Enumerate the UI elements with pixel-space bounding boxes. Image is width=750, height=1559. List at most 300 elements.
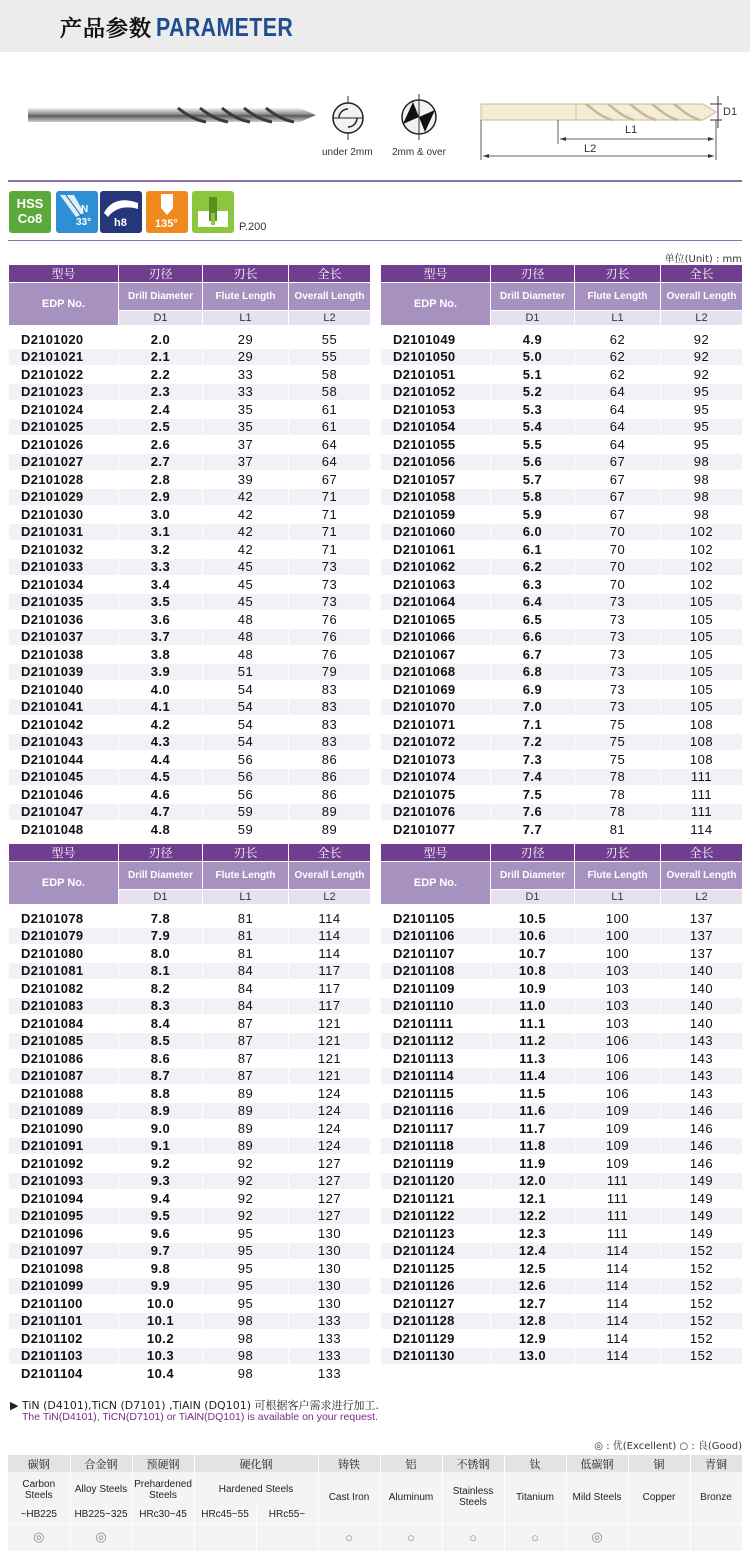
- diameter-cell: 11.3: [491, 1050, 575, 1068]
- header-flute-en: Flute Length: [575, 862, 661, 890]
- table-row: [381, 1050, 743, 1068]
- flute-length-cell: 78: [575, 768, 661, 786]
- table-row: [9, 1067, 371, 1085]
- edp-cell: D2101109: [381, 980, 491, 998]
- table-row: [381, 1347, 743, 1365]
- table-row: [9, 1120, 371, 1138]
- table-row: [381, 663, 743, 681]
- table-row: [9, 1365, 371, 1383]
- table-row: [9, 506, 371, 524]
- overall-length-cell: 111: [661, 786, 743, 804]
- table-row: [9, 331, 371, 349]
- edp-cell: D2101060: [381, 523, 491, 541]
- table-row: [381, 593, 743, 611]
- diameter-cell: 11.2: [491, 1032, 575, 1050]
- flute-length-cell: 89: [203, 1137, 289, 1155]
- suitability-mark: ○: [504, 1523, 566, 1551]
- flute-length-cell: 67: [575, 488, 661, 506]
- hss-label: HSS: [16, 196, 44, 211]
- edp-cell: D2101030: [9, 506, 119, 524]
- flute-length-cell: 114: [575, 1312, 661, 1330]
- table-row: [9, 1172, 371, 1190]
- helix-angle-label: 33°: [76, 217, 92, 228]
- flute-length-cell: 70: [575, 541, 661, 559]
- diameter-cell: 12.6: [491, 1277, 575, 1295]
- overall-length-cell: 98: [661, 471, 743, 489]
- edp-cell: D2101068: [381, 663, 491, 681]
- overall-length-cell: 146: [661, 1155, 743, 1173]
- edp-cell: D2101028: [9, 471, 119, 489]
- diameter-cell: 9.8: [119, 1260, 203, 1278]
- table-row: [381, 821, 743, 839]
- flute-length-cell: 100: [575, 910, 661, 928]
- flute-length-cell: 62: [575, 348, 661, 366]
- table-row: [9, 1347, 371, 1365]
- table-row: [381, 803, 743, 821]
- flute-length-cell: 37: [203, 436, 289, 454]
- header-flute-sym: L1: [203, 890, 289, 905]
- material-cn: 青铜: [690, 1455, 742, 1472]
- hardness-range: HRc45~55: [194, 1507, 256, 1523]
- table-row: [9, 1225, 371, 1243]
- material-en: Bronze: [690, 1472, 742, 1523]
- table-row: [9, 1277, 371, 1295]
- table-row: [381, 768, 743, 786]
- overall-length-cell: 58: [289, 383, 371, 401]
- material-en: Aluminum: [380, 1472, 442, 1523]
- diameter-cell: 12.9: [491, 1330, 575, 1348]
- diameter-cell: 2.9: [119, 488, 203, 506]
- edp-cell: D2101029: [9, 488, 119, 506]
- flute-length-cell: 54: [203, 698, 289, 716]
- header-overall-en: Overall Length: [289, 283, 371, 311]
- flute-length-cell: 109: [575, 1137, 661, 1155]
- table-row: [381, 541, 743, 559]
- flute-length-cell: 103: [575, 980, 661, 998]
- suitability-mark: ○: [318, 1523, 380, 1551]
- table-row: [9, 436, 371, 454]
- overall-length-cell: 117: [289, 962, 371, 980]
- diameter-cell: 10.7: [491, 945, 575, 963]
- flute-length-cell: 87: [203, 1050, 289, 1068]
- table-row: [9, 628, 371, 646]
- diameter-cell: 10.3: [119, 1347, 203, 1365]
- overall-length-cell: 98: [661, 506, 743, 524]
- edp-cell: D2101076: [381, 803, 491, 821]
- table-row: [9, 611, 371, 629]
- flute-length-cell: 73: [575, 663, 661, 681]
- overall-length-cell: 152: [661, 1330, 743, 1348]
- diameter-cell: 8.4: [119, 1015, 203, 1033]
- edp-cell: D2101110: [381, 997, 491, 1015]
- diameter-cell: 12.0: [491, 1172, 575, 1190]
- table-row: [9, 927, 371, 945]
- overall-length-cell: 61: [289, 401, 371, 419]
- overall-length-cell: 133: [289, 1365, 371, 1383]
- material-en: Prehardened Steels: [132, 1472, 194, 1507]
- table-row: [9, 348, 371, 366]
- header-overall-cn: 全长: [289, 265, 371, 283]
- material-en: Titanium: [504, 1472, 566, 1523]
- overall-length-cell: 55: [289, 331, 371, 349]
- diameter-cell: 7.9: [119, 927, 203, 945]
- header-overall-cn: 全长: [289, 844, 371, 862]
- header-overall-en: Overall Length: [661, 862, 743, 890]
- edp-cell: D2101061: [381, 541, 491, 559]
- diameter-cell: 12.7: [491, 1295, 575, 1313]
- flute-length-cell: 67: [575, 453, 661, 471]
- diameter-cell: 3.6: [119, 611, 203, 629]
- flute-length-cell: 35: [203, 418, 289, 436]
- edp-cell: D2101050: [381, 348, 491, 366]
- edp-cell: D2101047: [9, 803, 119, 821]
- table-row: [9, 523, 371, 541]
- table-row: [381, 1207, 743, 1225]
- flute-length-cell: 98: [203, 1365, 289, 1383]
- overall-length-cell: 143: [661, 1067, 743, 1085]
- diameter-cell: 11.6: [491, 1102, 575, 1120]
- header-model-cn: 型号: [381, 265, 491, 283]
- edp-cell: D2101113: [381, 1050, 491, 1068]
- flute-length-cell: 114: [575, 1295, 661, 1313]
- overall-length-cell: 108: [661, 716, 743, 734]
- flute-length-cell: 64: [575, 436, 661, 454]
- edp-cell: D2101067: [381, 646, 491, 664]
- spec-table-1: [8, 264, 371, 839]
- edp-cell: D2101114: [381, 1067, 491, 1085]
- diameter-cell: 11.9: [491, 1155, 575, 1173]
- flute-length-cell: 48: [203, 628, 289, 646]
- header-edp: EDP No.: [381, 862, 491, 905]
- edp-cell: D2101040: [9, 681, 119, 699]
- table-row: [381, 383, 743, 401]
- edp-cell: D2101070: [381, 698, 491, 716]
- diameter-cell: 3.7: [119, 628, 203, 646]
- edp-cell: D2101078: [9, 910, 119, 928]
- overall-length-cell: 143: [661, 1032, 743, 1050]
- edp-cell: D2101048: [9, 821, 119, 839]
- diameter-cell: 10.4: [119, 1365, 203, 1383]
- edp-cell: D2101031: [9, 523, 119, 541]
- flute-length-cell: 114: [575, 1277, 661, 1295]
- overall-length-cell: 86: [289, 786, 371, 804]
- diameter-cell: 3.3: [119, 558, 203, 576]
- helix-33-icon: [56, 191, 98, 233]
- suitability-mark: [256, 1523, 318, 1551]
- material-cn: 钛: [504, 1455, 566, 1472]
- diameter-cell: 2.6: [119, 436, 203, 454]
- edp-cell: D2101098: [9, 1260, 119, 1278]
- edp-cell: D2101033: [9, 558, 119, 576]
- flute-length-cell: 109: [575, 1120, 661, 1138]
- header-edp: EDP No.: [9, 283, 119, 326]
- edp-cell: D2101104: [9, 1365, 119, 1383]
- flute-length-cell: 114: [575, 1347, 661, 1365]
- table-row: [381, 1365, 743, 1383]
- flute-length-cell: 48: [203, 611, 289, 629]
- edp-cell: D2101081: [9, 962, 119, 980]
- edp-cell: D2101091: [9, 1137, 119, 1155]
- flute-length-cell: 89: [203, 1120, 289, 1138]
- overall-length-cell: 130: [289, 1260, 371, 1278]
- overall-length-cell: 130: [289, 1277, 371, 1295]
- suitability-mark: ◎: [566, 1523, 628, 1551]
- edp-cell: D2101026: [9, 436, 119, 454]
- edp-cell: D2101127: [381, 1295, 491, 1313]
- overall-length-cell: 127: [289, 1190, 371, 1208]
- table-row: [9, 1032, 371, 1050]
- overall-length-cell: 76: [289, 611, 371, 629]
- overall-length-cell: 130: [289, 1242, 371, 1260]
- diameter-cell: 10.5: [491, 910, 575, 928]
- overall-length-cell: 89: [289, 821, 371, 839]
- overall-length-cell: 79: [289, 663, 371, 681]
- spec-table-2: [380, 264, 743, 839]
- table-row: [381, 1155, 743, 1173]
- diameter-cell: 7.5: [491, 786, 575, 804]
- diameter-cell: 5.8: [491, 488, 575, 506]
- diameter-cell: [491, 1365, 575, 1383]
- diameter-cell: 4.6: [119, 786, 203, 804]
- table-row: [381, 716, 743, 734]
- material-cn: 合金钢: [70, 1455, 132, 1472]
- diameter-cell: 11.5: [491, 1085, 575, 1103]
- overall-length-cell: 102: [661, 576, 743, 594]
- header-flute-cn: 刃长: [203, 844, 289, 862]
- table-row: [381, 348, 743, 366]
- material-cn: 硬化钢: [194, 1455, 318, 1472]
- diameter-cell: 11.8: [491, 1137, 575, 1155]
- flute-length-cell: 62: [575, 366, 661, 384]
- diameter-cell: 8.3: [119, 997, 203, 1015]
- hss-co8-badge: [9, 191, 51, 233]
- edp-cell: D2101035: [9, 593, 119, 611]
- flute-length-cell: 75: [575, 733, 661, 751]
- overall-length-cell: 95: [661, 418, 743, 436]
- diameter-cell: 11.0: [491, 997, 575, 1015]
- page-reference: P.200: [239, 221, 267, 233]
- edp-cell: D2101080: [9, 945, 119, 963]
- edp-cell: D2101077: [381, 821, 491, 839]
- section-divider: [8, 180, 742, 182]
- flute-length-cell: 56: [203, 768, 289, 786]
- diameter-cell: 10.8: [491, 962, 575, 980]
- table-row: [381, 1242, 743, 1260]
- flute-length-cell: 64: [575, 383, 661, 401]
- overall-length-cell: 127: [289, 1155, 371, 1173]
- flute-length-cell: 87: [203, 1032, 289, 1050]
- table-row: [381, 1032, 743, 1050]
- overall-length-cell: 152: [661, 1242, 743, 1260]
- header-drill-cn: 刃径: [491, 844, 575, 862]
- diameter-cell: 2.8: [119, 471, 203, 489]
- edp-cell: D2101025: [9, 418, 119, 436]
- table-row: [9, 366, 371, 384]
- header-flute-sym: L1: [575, 890, 661, 905]
- flute-length-cell: 48: [203, 646, 289, 664]
- diameter-cell: 8.7: [119, 1067, 203, 1085]
- overall-length-cell: 102: [661, 523, 743, 541]
- flute-length-cell: 95: [203, 1260, 289, 1278]
- flute-length-cell: 37: [203, 453, 289, 471]
- overall-length-cell: 114: [661, 821, 743, 839]
- table-row: [9, 1155, 371, 1173]
- diameter-cell: 9.2: [119, 1155, 203, 1173]
- flute-length-cell: 73: [575, 646, 661, 664]
- suitability-mark: ◎: [8, 1523, 70, 1551]
- helix-n-label: N: [81, 204, 89, 215]
- suitability-mark: ○: [380, 1523, 442, 1551]
- table-row: [381, 471, 743, 489]
- overall-length-cell: 83: [289, 698, 371, 716]
- edp-cell: D2101103: [9, 1347, 119, 1365]
- edp-cell: D2101074: [381, 768, 491, 786]
- table-row: [381, 733, 743, 751]
- header-drill-sym: D1: [119, 311, 203, 326]
- table-row: [9, 980, 371, 998]
- overall-length-cell: 133: [289, 1347, 371, 1365]
- edp-cell: D2101122: [381, 1207, 491, 1225]
- overall-length-cell: 124: [289, 1120, 371, 1138]
- flute-length-cell: 103: [575, 1015, 661, 1033]
- material-en: Copper: [628, 1472, 690, 1523]
- edp-cell: D2101087: [9, 1067, 119, 1085]
- edp-cell: D2101027: [9, 453, 119, 471]
- diameter-cell: 7.7: [491, 821, 575, 839]
- edp-cell: D2101022: [9, 366, 119, 384]
- table-row: [381, 1295, 743, 1313]
- edp-cell: D2101044: [9, 751, 119, 769]
- header-model-cn: 型号: [9, 844, 119, 862]
- flute-length-cell: 84: [203, 962, 289, 980]
- edp-cell: D2101041: [9, 698, 119, 716]
- table-row: [9, 1085, 371, 1103]
- overall-length-cell: 149: [661, 1225, 743, 1243]
- flute-length-cell: 54: [203, 681, 289, 699]
- overall-length-cell: 71: [289, 541, 371, 559]
- flute-length-cell: 89: [203, 1102, 289, 1120]
- overall-length-cell: 105: [661, 663, 743, 681]
- flute-length-cell: 89: [203, 1085, 289, 1103]
- table-row: [9, 646, 371, 664]
- diameter-cell: 8.6: [119, 1050, 203, 1068]
- edp-cell: D2101071: [381, 716, 491, 734]
- table-row: [381, 1312, 743, 1330]
- edp-cell: D2101066: [381, 628, 491, 646]
- diameter-cell: 9.3: [119, 1172, 203, 1190]
- edp-cell: D2101125: [381, 1260, 491, 1278]
- flute-length-cell: 39: [203, 471, 289, 489]
- table-row: [9, 1260, 371, 1278]
- flute-length-cell: 81: [203, 945, 289, 963]
- diameter-cell: 10.0: [119, 1295, 203, 1313]
- diameter-cell: 6.1: [491, 541, 575, 559]
- overall-length-cell: 143: [661, 1085, 743, 1103]
- flute-length-cell: 81: [203, 910, 289, 928]
- header-overall-sym: L2: [289, 890, 371, 905]
- diameter-cell: 5.2: [491, 383, 575, 401]
- material-cn: 低碳钢: [566, 1455, 628, 1472]
- edp-cell: D2101117: [381, 1120, 491, 1138]
- overall-length-cell: 71: [289, 523, 371, 541]
- overall-length-cell: 121: [289, 1032, 371, 1050]
- diameter-cell: 11.1: [491, 1015, 575, 1033]
- edp-cell: D2101079: [9, 927, 119, 945]
- overall-length-cell: 152: [661, 1260, 743, 1278]
- header-drill-cn: 刃径: [491, 265, 575, 283]
- header-drill-cn: 刃径: [119, 265, 203, 283]
- flute-length-cell: 92: [203, 1172, 289, 1190]
- overall-length-cell: 149: [661, 1172, 743, 1190]
- edp-cell: [381, 1365, 491, 1383]
- page-title: [60, 11, 323, 43]
- overall-length-cell: 71: [289, 488, 371, 506]
- edp-cell: D2101100: [9, 1295, 119, 1313]
- table-row: [9, 383, 371, 401]
- edp-cell: D2101092: [9, 1155, 119, 1173]
- table-row: [9, 1312, 371, 1330]
- table-row: [381, 681, 743, 699]
- edp-cell: D2101059: [381, 506, 491, 524]
- table-row: [381, 523, 743, 541]
- overall-length-cell: 95: [661, 383, 743, 401]
- flute-length-cell: 73: [575, 681, 661, 699]
- overall-length-cell: 73: [289, 558, 371, 576]
- overall-length-cell: 137: [661, 927, 743, 945]
- edp-cell: D2101049: [381, 331, 491, 349]
- diameter-cell: 10.9: [491, 980, 575, 998]
- table-row: [9, 471, 371, 489]
- table-row: [381, 1120, 743, 1138]
- table-row: [9, 1295, 371, 1313]
- overall-length-cell: 76: [289, 646, 371, 664]
- overall-length-cell: 92: [661, 348, 743, 366]
- header-edp: EDP No.: [381, 283, 491, 326]
- overall-length-cell: 92: [661, 366, 743, 384]
- table-row: [9, 488, 371, 506]
- edp-cell: D2101065: [381, 611, 491, 629]
- table-row: [381, 980, 743, 998]
- diameter-cell: 6.8: [491, 663, 575, 681]
- edp-cell: D2101112: [381, 1032, 491, 1050]
- table-row: [9, 1330, 371, 1348]
- tolerance-h8-icon: [100, 191, 142, 233]
- overall-length-cell: 105: [661, 681, 743, 699]
- diameter-cell: 2.7: [119, 453, 203, 471]
- overall-length-cell: 108: [661, 733, 743, 751]
- edp-cell: D2101102: [9, 1330, 119, 1348]
- edp-cell: D2101086: [9, 1050, 119, 1068]
- header-flute-sym: L1: [575, 311, 661, 326]
- overall-length-cell: 105: [661, 611, 743, 629]
- overall-length-cell: 124: [289, 1102, 371, 1120]
- flute-length-cell: 75: [575, 716, 661, 734]
- table-row: [381, 698, 743, 716]
- diameter-cell: 6.7: [491, 646, 575, 664]
- header-drill-en: Drill Diameter: [491, 283, 575, 311]
- diameter-cell: 8.8: [119, 1085, 203, 1103]
- edp-cell: D2101095: [9, 1207, 119, 1225]
- unit-label: 单位(Unit) : mm: [664, 254, 742, 265]
- diameter-cell: 3.2: [119, 541, 203, 559]
- diameter-cell: 2.3: [119, 383, 203, 401]
- diameter-cell: 7.0: [491, 698, 575, 716]
- header-drill-sym: D1: [491, 890, 575, 905]
- diameter-cell: 12.3: [491, 1225, 575, 1243]
- flute-length-cell: 29: [203, 348, 289, 366]
- flute-length-cell: 111: [575, 1190, 661, 1208]
- table-row: [381, 962, 743, 980]
